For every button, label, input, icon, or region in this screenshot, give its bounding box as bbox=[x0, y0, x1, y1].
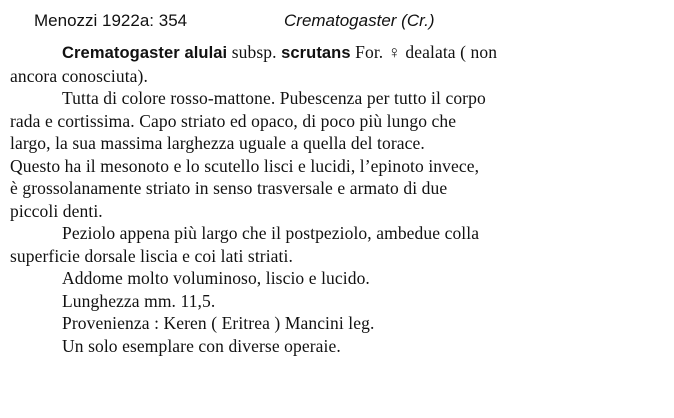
paragraph-petiole bbox=[10, 222, 662, 267]
scanned-description bbox=[10, 41, 662, 357]
text-line: è grossolanamente striato in senso trasversale e armato di due bbox=[10, 178, 448, 198]
line-provenienza: Provenienza : Keren ( Eritrea ) Mancini leg. bbox=[62, 313, 375, 333]
text-line: Questo ha il mesonoto e lo scutello lisci e lucidi, l’epinoto invece, bbox=[10, 155, 480, 176]
subsp-label: subsp. bbox=[231, 42, 277, 62]
heading-continuation: ancora conosciuta). bbox=[10, 65, 148, 86]
line-esemplare: Un solo esemplare con diverse operaie. bbox=[62, 335, 341, 356]
text-line: Tutta di colore rosso-mattone. Pubescenza per tutto il corpo bbox=[62, 88, 486, 108]
genus-label: Crematogaster (Cr.) bbox=[284, 11, 435, 30]
text-line: largo, la sua massima larghezza uguale a quella del torace. bbox=[10, 133, 425, 153]
text-line: superficie dorsale liscia e coi lati striati. bbox=[10, 245, 293, 266]
text-line: piccoli denti. bbox=[10, 200, 103, 221]
taxon-name: Crematogaster alulai bbox=[62, 44, 228, 62]
subspecies-name: scrutans bbox=[281, 44, 351, 62]
line-lunghezza: Lunghezza mm. 11,5. bbox=[62, 290, 216, 311]
page-header bbox=[34, 11, 654, 35]
text-line: rada e cortissima. Capo striato ed opaco, di poco più lungo che bbox=[10, 110, 457, 131]
line-addome: Addome molto voluminoso, liscio e lucido. bbox=[62, 268, 370, 288]
citation: Menozzi 1922a: 354 bbox=[34, 11, 188, 30]
text-line: Peziolo appena più largo che il postpeziolo, ambedue colla bbox=[62, 223, 480, 243]
paragraph-description bbox=[10, 87, 662, 222]
taxon-heading-line bbox=[62, 41, 662, 65]
heading-rest: For. ♀ dealata ( non bbox=[355, 42, 498, 62]
